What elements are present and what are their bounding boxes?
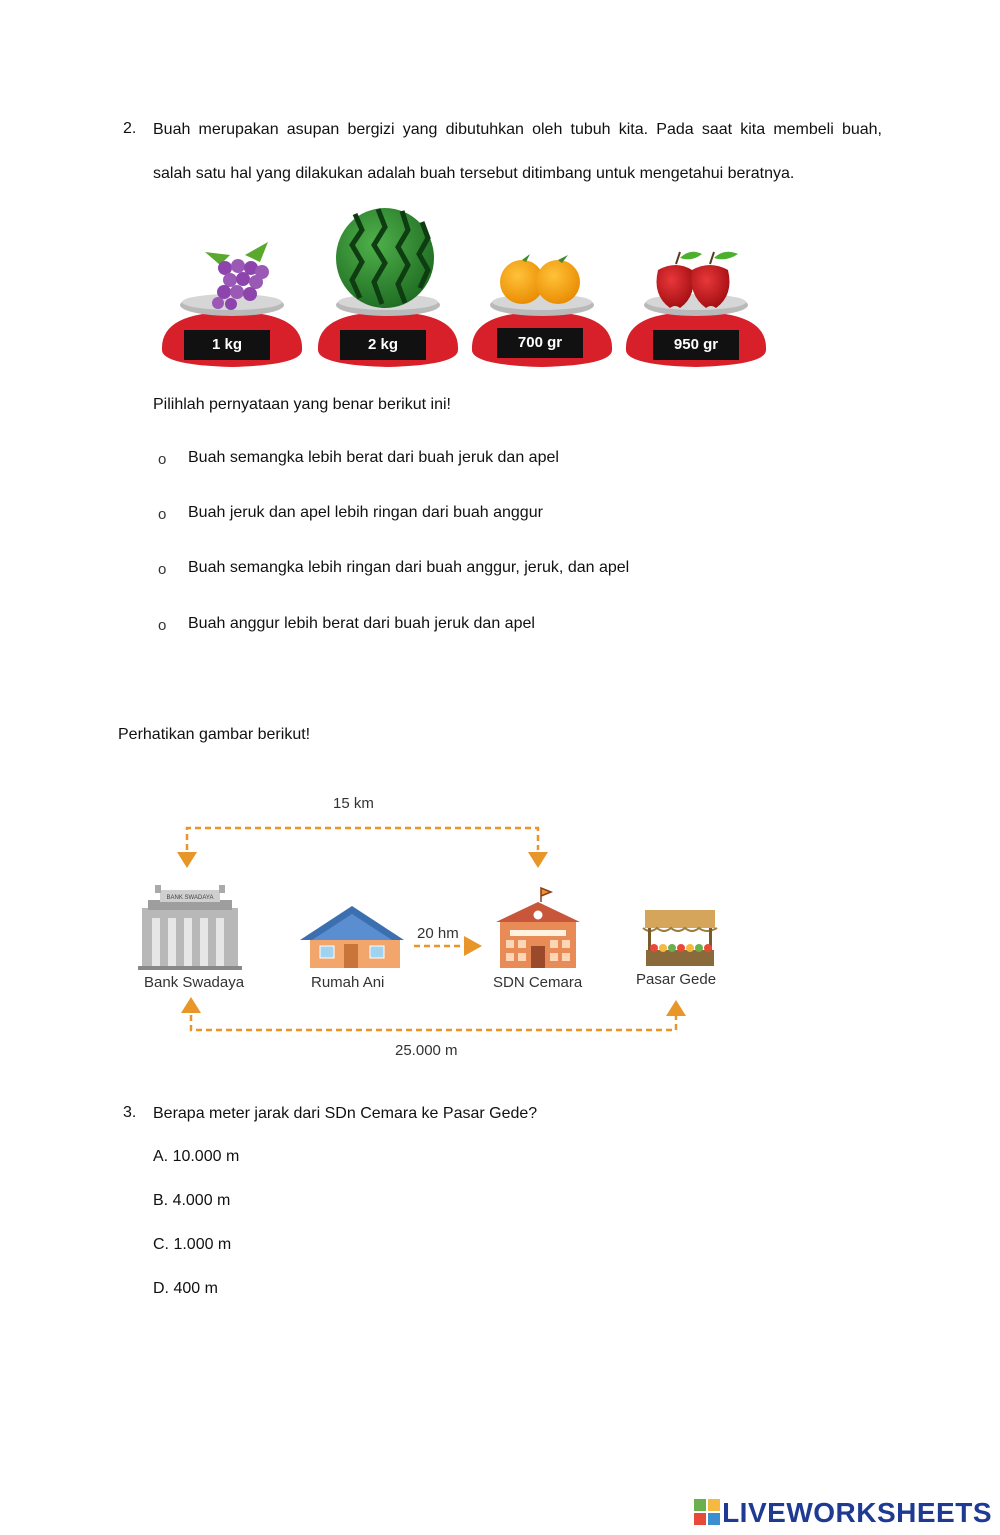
question-2-text-line1: Buah merupakan asupan bergizi yang dibutuhkan oleh tubuh kita. Pada saat kita membeli buah, <box>153 121 882 138</box>
question-2-number: 2. <box>123 120 137 137</box>
school-icon <box>496 888 580 968</box>
choice-c[interactable]: C. 1.000 m <box>153 1236 232 1253</box>
watermelon-icon <box>336 208 434 308</box>
map-intro: Perhatikan gambar berikut! <box>118 726 311 743</box>
radio-option-4[interactable]: o <box>158 617 167 634</box>
choice-d[interactable]: D. 400 m <box>153 1280 218 1297</box>
scale-weight-grapes: 1 kg <box>184 330 270 360</box>
place-label-market: Pasar Gede <box>636 971 717 988</box>
bank-sign: BANK SWADAYA <box>166 895 214 901</box>
place-label-school: SDN Cemara <box>493 974 583 991</box>
radio-option-2[interactable]: o <box>158 506 167 523</box>
arrow-down-icon <box>177 852 197 868</box>
arrow-down-icon <box>528 852 548 868</box>
question-2-text-line2: salah satu hal yang dilakukan adalah buah tersebut ditimbang untuk mengetahui beratnya. <box>153 165 795 182</box>
option-4-label[interactable]: Buah anggur lebih berat dari buah jeruk dan apel <box>188 615 535 632</box>
question-2-prompt: Pilihlah pernyataan yang benar berikut ini! <box>153 396 451 413</box>
market-icon <box>643 910 717 966</box>
liveworksheets-logo <box>694 1497 992 1529</box>
liveworksheets-logo-text: LIVEWORKSHEETS <box>722 1497 992 1528</box>
question-3-number: 3. <box>123 1104 137 1121</box>
radio-option-3[interactable]: o <box>158 561 167 578</box>
distance-label-bottom: 25.000 m <box>395 1042 458 1059</box>
arrow-right-icon <box>464 936 482 956</box>
option-1-label[interactable]: Buah semangka lebih berat dari buah jeruk dan apel <box>188 449 559 466</box>
choice-a[interactable]: A. 10.000 m <box>153 1148 240 1165</box>
scale-weight-oranges: 700 gr <box>497 328 583 358</box>
option-2-label[interactable]: Buah jeruk dan apel lebih ringan dari buah anggur <box>188 504 543 521</box>
liveworksheets-logo-icon <box>694 1499 720 1525</box>
radio-option-1[interactable]: o <box>158 451 167 468</box>
scale-weight-watermelon: 2 kg <box>340 330 426 360</box>
question-3-text: Berapa meter jarak dari SDn Cemara ke Pasar Gede? <box>153 1105 538 1122</box>
scale-weight-apples: 950 gr <box>653 330 739 360</box>
option-3-label[interactable]: Buah semangka lebih ringan dari buah anggur, jeruk, dan apel <box>188 559 630 576</box>
arrow-up-icon <box>181 997 201 1013</box>
distance-label-top: 15 km <box>333 795 374 812</box>
arrow-up-icon <box>666 1000 686 1016</box>
choice-b[interactable]: B. 4.000 m <box>153 1192 231 1209</box>
route-top <box>187 828 538 850</box>
place-label-house: Rumah Ani <box>311 974 385 991</box>
distance-label-middle: 20 hm <box>417 925 459 942</box>
place-label-bank: Bank Swadaya <box>144 974 245 991</box>
house-icon <box>300 906 404 968</box>
route-bottom <box>191 1015 676 1030</box>
